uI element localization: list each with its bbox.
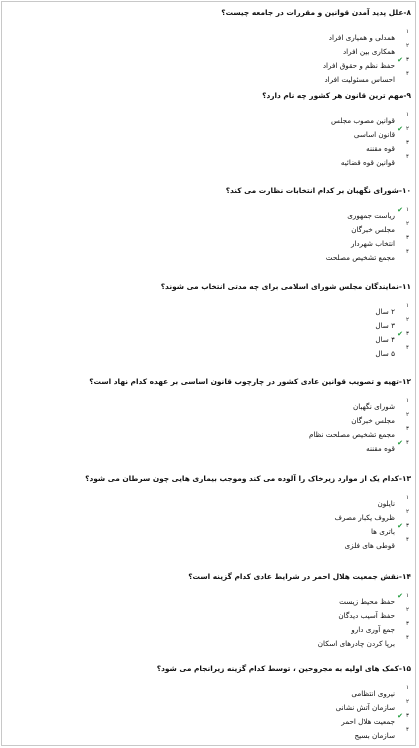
option-number: ۱ — [406, 112, 409, 118]
option-number: ۱ — [406, 29, 409, 35]
option-2[interactable] — [8, 221, 409, 238]
option-text: مجلس خبرگان — [351, 225, 395, 234]
option-3[interactable] — [8, 140, 409, 157]
check-icon: ✔ — [397, 206, 403, 214]
option-1[interactable] — [8, 303, 409, 320]
option-text: شورای نگهبان — [352, 402, 395, 411]
option-text: ۵ سال — [375, 349, 395, 358]
option-text: جمعیت هلال احمر — [341, 717, 395, 726]
question-title: ۱۳-کدام یک از موارد زیرخاک را آلوده می کند وموجب بیماری هایی چون سرطان می شود؟ — [85, 474, 411, 483]
option-text: حفظ محیط زیست — [339, 597, 395, 606]
question-title: ۸-علل پدید آمدن قوانین و مقررات در جامعه چیست؟ — [221, 8, 411, 17]
option-3[interactable] — [8, 235, 409, 252]
option-number: ۳ — [406, 523, 409, 529]
question-title: ۱۰-شورای نگهبان بر کدام انتخابات نظارت می کند؟ — [225, 186, 411, 195]
check-icon: ✔ — [397, 522, 403, 530]
option-text: نیروی انتظامی — [351, 689, 395, 698]
option-text: سازمان آتش نشانی — [335, 703, 395, 712]
option-text: ۴ سال — [375, 335, 395, 344]
option-number: ۴ — [406, 71, 409, 77]
option-number: ۳ — [406, 235, 409, 241]
option-text: همکاری بین افراد — [342, 47, 395, 56]
option-2[interactable] — [8, 317, 409, 334]
option-text: همدلی و همیاری افراد — [328, 33, 395, 42]
option-number: ۱ — [406, 398, 409, 404]
option-number: ۴ — [406, 727, 409, 733]
option-4[interactable] — [8, 249, 409, 266]
option-3[interactable] — [8, 712, 409, 730]
option-number: ۲ — [406, 412, 409, 418]
option-number: ۳ — [406, 57, 409, 63]
option-text: قانون اساسی — [353, 130, 395, 139]
option-number: ۴ — [406, 635, 409, 641]
question-title: ۱۱-نمایندگان مجلس شورای اسلامی برای چه مدتی انتخاب می شوند؟ — [160, 282, 411, 291]
option-number: ۴ — [406, 537, 409, 543]
options-list — [8, 592, 411, 652]
options-list — [8, 495, 411, 554]
option-text: قوانین قوه قضائیه — [340, 158, 395, 167]
question-11 — [8, 282, 411, 362]
options-list — [8, 685, 411, 744]
option-number: ۱ — [406, 593, 409, 599]
option-number: ۱ — [406, 303, 409, 309]
option-text: مجلس خبرگان — [351, 416, 395, 425]
option-text: قوه مقننه — [366, 444, 395, 453]
check-icon: ✔ — [397, 439, 403, 447]
option-text: حفظ نظم و حقوق افراد — [322, 61, 395, 70]
question-14 — [8, 572, 411, 652]
option-3[interactable] — [8, 621, 409, 638]
option-1[interactable] — [8, 112, 409, 129]
option-text: قوطی های فلزی — [344, 541, 395, 550]
option-1[interactable] — [8, 685, 409, 702]
option-number: ۱ — [406, 495, 409, 501]
options-list — [8, 206, 411, 266]
option-text: مجمع تشخیص مصلحت نظام — [308, 430, 395, 439]
option-2[interactable] — [8, 699, 409, 716]
option-number: ۳ — [406, 621, 409, 627]
option-number: ۳ — [406, 140, 409, 146]
option-number: ۲ — [406, 509, 409, 515]
check-icon: ✔ — [397, 125, 403, 133]
option-number: ۲ — [406, 221, 409, 227]
option-number: ۳ — [406, 713, 409, 719]
option-number: ۳ — [406, 426, 409, 432]
check-icon: ✔ — [397, 592, 403, 600]
option-4[interactable] — [8, 439, 409, 457]
option-4[interactable] — [8, 71, 409, 88]
option-number: ۲ — [406, 699, 409, 705]
question-title: ۱۴-نقش جمعیت هلال احمر در شرایط عادی کدام گزینه است؟ — [188, 572, 411, 581]
question-title: ۹-مهم ترین قانون هر کشور چه نام دارد؟ — [262, 91, 411, 100]
option-text: ۲ سال — [375, 307, 395, 316]
question-15 — [8, 664, 411, 744]
option-number: ۴ — [406, 440, 409, 446]
option-4[interactable] — [8, 345, 409, 362]
question-12 — [8, 377, 411, 457]
option-1[interactable] — [8, 592, 409, 610]
option-number: ۳ — [406, 331, 409, 337]
option-4[interactable] — [8, 635, 409, 652]
option-text: سازمان بسیج — [354, 731, 395, 740]
option-1[interactable] — [8, 206, 409, 224]
question-title: ۱۵-کمک های اولیه به مجروحین ، توسط کدام گزینه زیرانجام می شود؟ — [156, 664, 411, 673]
option-3[interactable] — [8, 330, 409, 348]
option-text: باتری ها — [370, 527, 395, 536]
option-text: ریاست جمهوری — [347, 211, 395, 220]
option-number: ۱ — [406, 685, 409, 691]
question-8 — [8, 8, 411, 88]
option-number: ۴ — [406, 154, 409, 160]
question-title: ۱۲-تهیه و تصویب قوانین عادی کشور در چارچوب قانون اساسی بر عهده کدام نهاد است؟ — [89, 377, 411, 386]
options-list — [8, 398, 411, 457]
option-1[interactable] — [8, 29, 409, 46]
option-text: قوانین مصوب مجلس — [331, 116, 395, 125]
option-number: ۴ — [406, 249, 409, 255]
option-number: ۲ — [406, 126, 409, 132]
option-number: ۲ — [406, 607, 409, 613]
check-icon: ✔ — [397, 56, 403, 64]
check-icon: ✔ — [397, 712, 403, 720]
option-text: برپا کردن چادرهای اسکان — [317, 639, 395, 648]
option-4[interactable] — [8, 537, 409, 554]
option-4[interactable] — [8, 727, 409, 744]
option-2[interactable] — [8, 125, 409, 143]
option-text: جمع آوری دارو — [351, 625, 395, 634]
options-list — [8, 29, 411, 88]
option-number: ۴ — [406, 345, 409, 351]
option-3[interactable] — [8, 56, 409, 74]
option-number: ۱ — [406, 207, 409, 213]
question-10 — [8, 186, 411, 266]
option-text: انتخاب شهردار — [350, 239, 395, 248]
options-list — [8, 112, 411, 171]
option-1[interactable] — [8, 398, 409, 415]
option-text: مجمع تشخیص مصلحت — [325, 253, 395, 262]
option-text: ظروف یکبار مصرف — [334, 513, 395, 522]
option-number: ۲ — [406, 43, 409, 49]
question-9 — [8, 91, 411, 171]
option-text: احساس مسئولیت افراد — [324, 75, 395, 84]
option-1[interactable] — [8, 495, 409, 512]
options-list — [8, 303, 411, 362]
option-2[interactable] — [8, 412, 409, 429]
question-13 — [8, 474, 411, 554]
option-text: حفظ آسیب دیدگان — [338, 611, 395, 620]
option-number: ۲ — [406, 317, 409, 323]
option-2[interactable] — [8, 509, 409, 526]
option-2[interactable] — [8, 43, 409, 60]
option-text: قوه مقننه — [366, 144, 395, 153]
option-2[interactable] — [8, 607, 409, 624]
option-4[interactable] — [8, 154, 409, 171]
option-3[interactable] — [8, 522, 409, 540]
option-3[interactable] — [8, 426, 409, 443]
option-text: نایلون — [377, 499, 395, 508]
check-icon: ✔ — [397, 330, 403, 338]
option-text: ۳ سال — [375, 321, 395, 330]
